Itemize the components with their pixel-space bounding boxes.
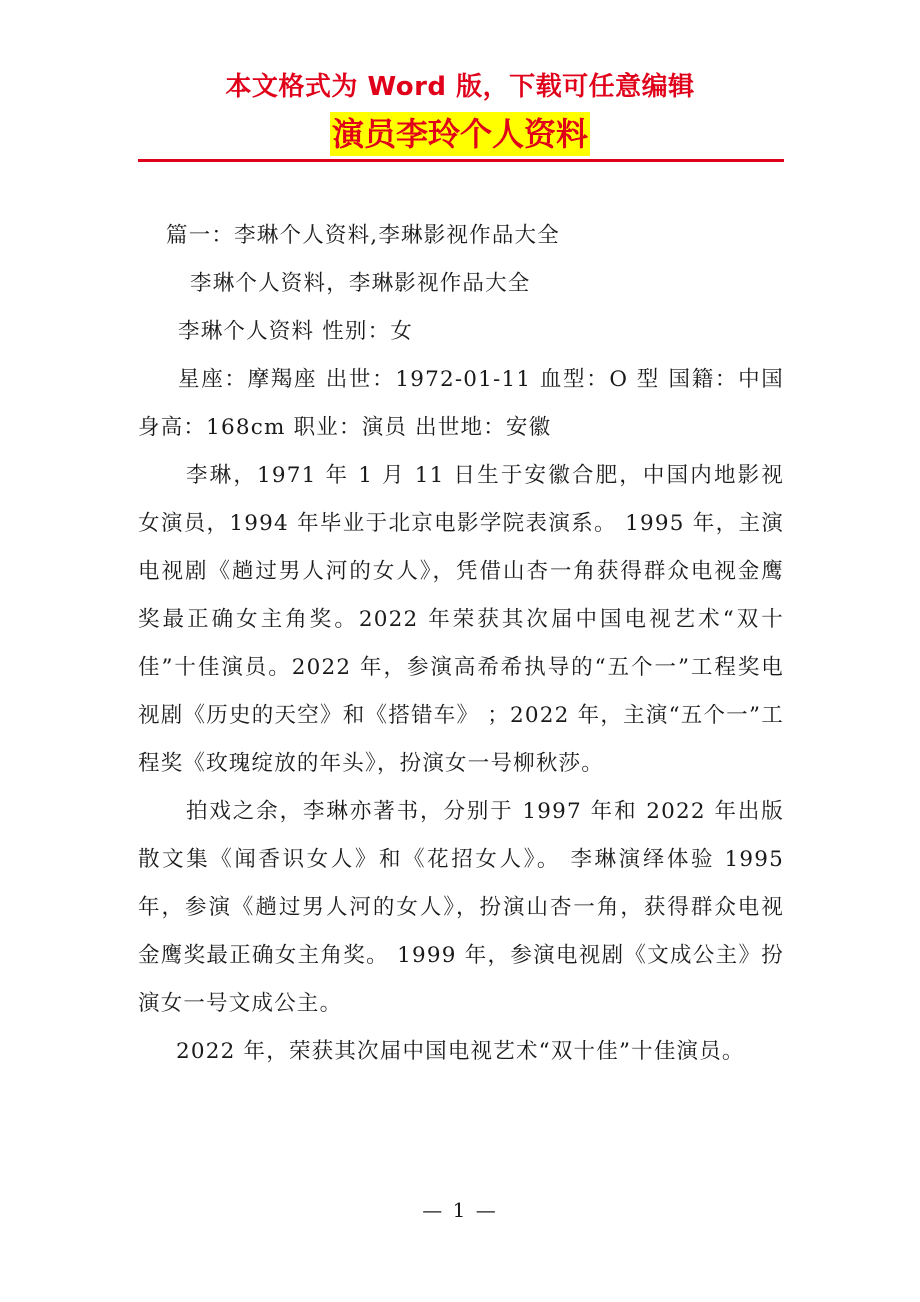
title-divider [138,159,784,162]
document-title: 演员李玲个人资料 [330,112,590,156]
title-container [0,112,920,156]
profile-details-line: 星座：摩羯座 出世：1972-01-11 血型：O 型 国籍：中国 身高：168cm 职业：演员 出世地：安徽 [138,367,784,440]
career-paragraph: 拍戏之余，李琳亦著书，分别于 1997 年和 2022 年出版散文集《闻香识女人》和《花招女人》。 李琳演绎体验 1995 年，参演《趟过男人河的女人》，扮演山杏一角，获得群众电视金鹰奖最正确女主角奖。 1999 年，参演电视剧《文成公主》扮演女一号文成公主。 [138,799,784,1016]
section-heading: 篇一：李琳个人资料,李琳影视作品大全 [166,223,560,248]
format-notice-banner: 本文格式为 Word 版，下载可任意编辑 [225,72,695,102]
document-body [138,212,784,1076]
award-paragraph: 2022 年，荣获其次届中国电视艺术“双十佳”十佳演员。 [176,1039,745,1064]
page-number: — 1 — [422,1198,498,1222]
section-subheading: 李琳个人资料，李琳影视作品大全 [190,271,531,296]
profile-gender-line: 李琳个人资料 性别：女 [178,319,414,344]
biography-paragraph: 李琳，1971 年 1 月 11 日生于安徽合肥，中国内地影视女演员，1994 年毕业于北京电影学院表演系。 1995 年，主演电视剧《趟过男人河的女人》，凭借山杏一角获得群众电视金鹰奖最正确女主角奖。2022 年荣获其次届中国电视艺术“双十佳”十佳演员。2022 年，参演高希希执导的“五个一”工程奖电视剧《历史的天空》和《搭错车》 ；2022 年，主演“五个一”工程奖《玫瑰绽放的年头》，扮演女一号柳秋莎。 [138,463,784,776]
